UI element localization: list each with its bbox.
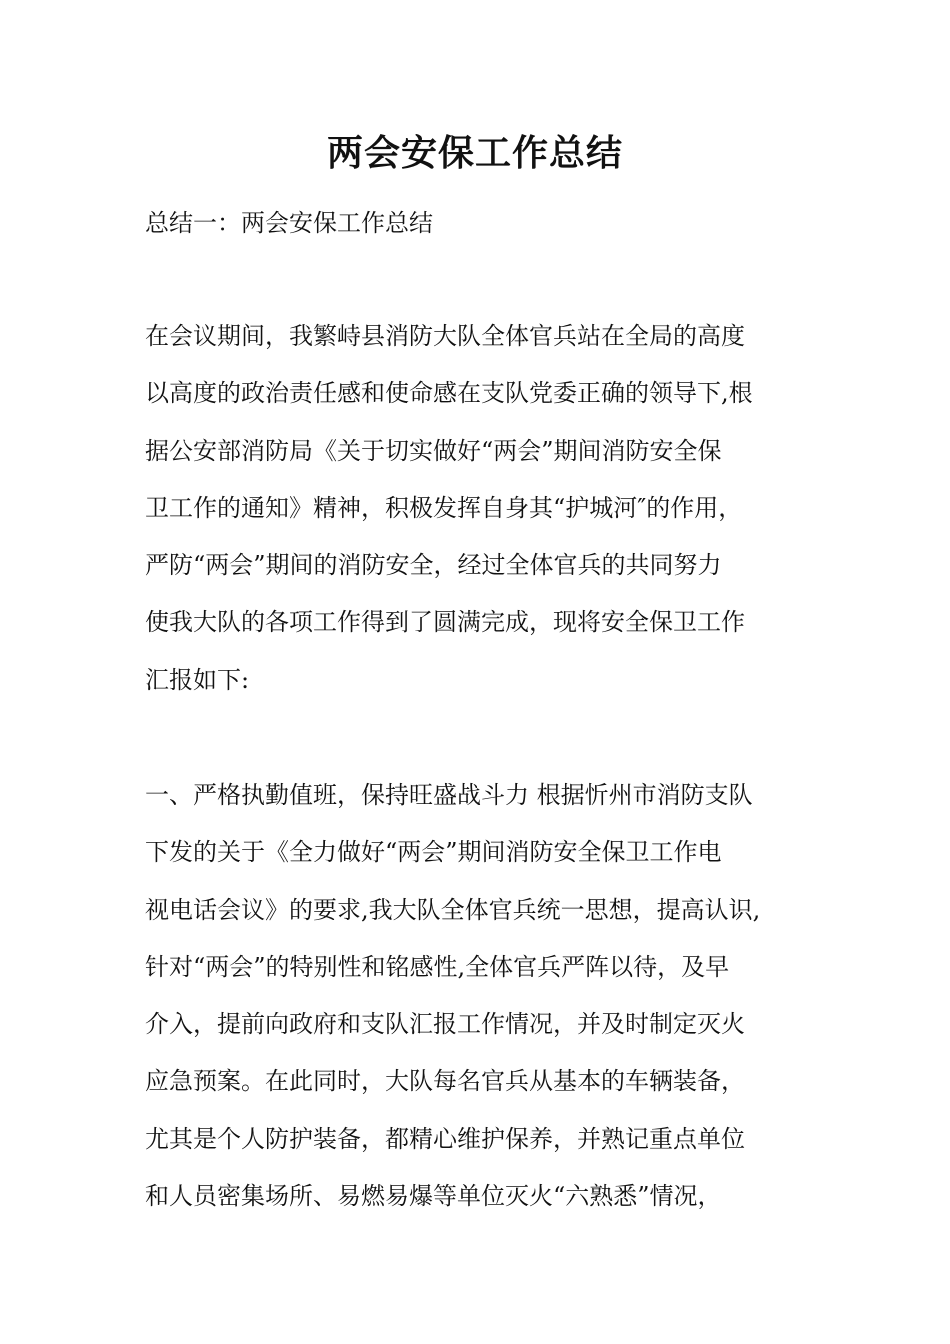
- paragraph-line: 介入，提前向政府和支队汇报工作情况，并及时制定灭火: [145, 1010, 745, 1039]
- paragraph-1: [145, 316, 835, 717]
- paragraph-line: 和人员密集场所、易燃易爆等单位灭火“六熟悉”情况，: [145, 1182, 722, 1211]
- paragraph-line: 使我大队的各项工作得到了圆满完成，现将安全保卫工作: [145, 608, 745, 637]
- document-subtitle: 总结一：两会安保工作总结: [145, 209, 433, 237]
- paragraph-line: 尤其是个人防护装备，都精心维护保养，并熟记重点单位: [145, 1124, 745, 1153]
- paragraph-line: 一、严格执勤值班，保持旺盛战斗力 根据忻州市消防支队: [145, 781, 753, 809]
- paragraph-line: 视电话会议》的要求,我大队全体官兵统一思想，提高认识,: [145, 895, 761, 924]
- paragraph-line: 卫工作的通知》精神，积极发挥自身其“护城河″的作用，: [145, 493, 743, 522]
- paragraph-line: 在会议期间，我繁峙县消防大队全体官兵站在全局的高度: [145, 322, 745, 350]
- paragraph-line: 据公安部消防局《关于切实做好“两会”期间消防安全保: [145, 436, 722, 465]
- document-title: 两会安保工作总结: [326, 132, 623, 174]
- paragraph-2: [145, 775, 835, 1233]
- paragraph-line: 以高度的政治责任感和使命感在支队党委正确的领导下,根: [145, 379, 753, 408]
- paragraph-line: 针对“两会”的特别性和铭感性,全体官兵严阵以待，及早: [145, 952, 730, 981]
- paragraph-line: 严防“两会”期间的消防安全，经过全体官兵的共同努力: [145, 551, 722, 580]
- paragraph-line: 汇报如下:: [145, 665, 250, 694]
- paragraph-line: 应急预案。在此同时，大队每名官兵从基本的车辆装备，: [145, 1067, 745, 1096]
- paragraph-line: 下发的关于《全力做好“两会”期间消防安全保卫工作电: [145, 838, 722, 867]
